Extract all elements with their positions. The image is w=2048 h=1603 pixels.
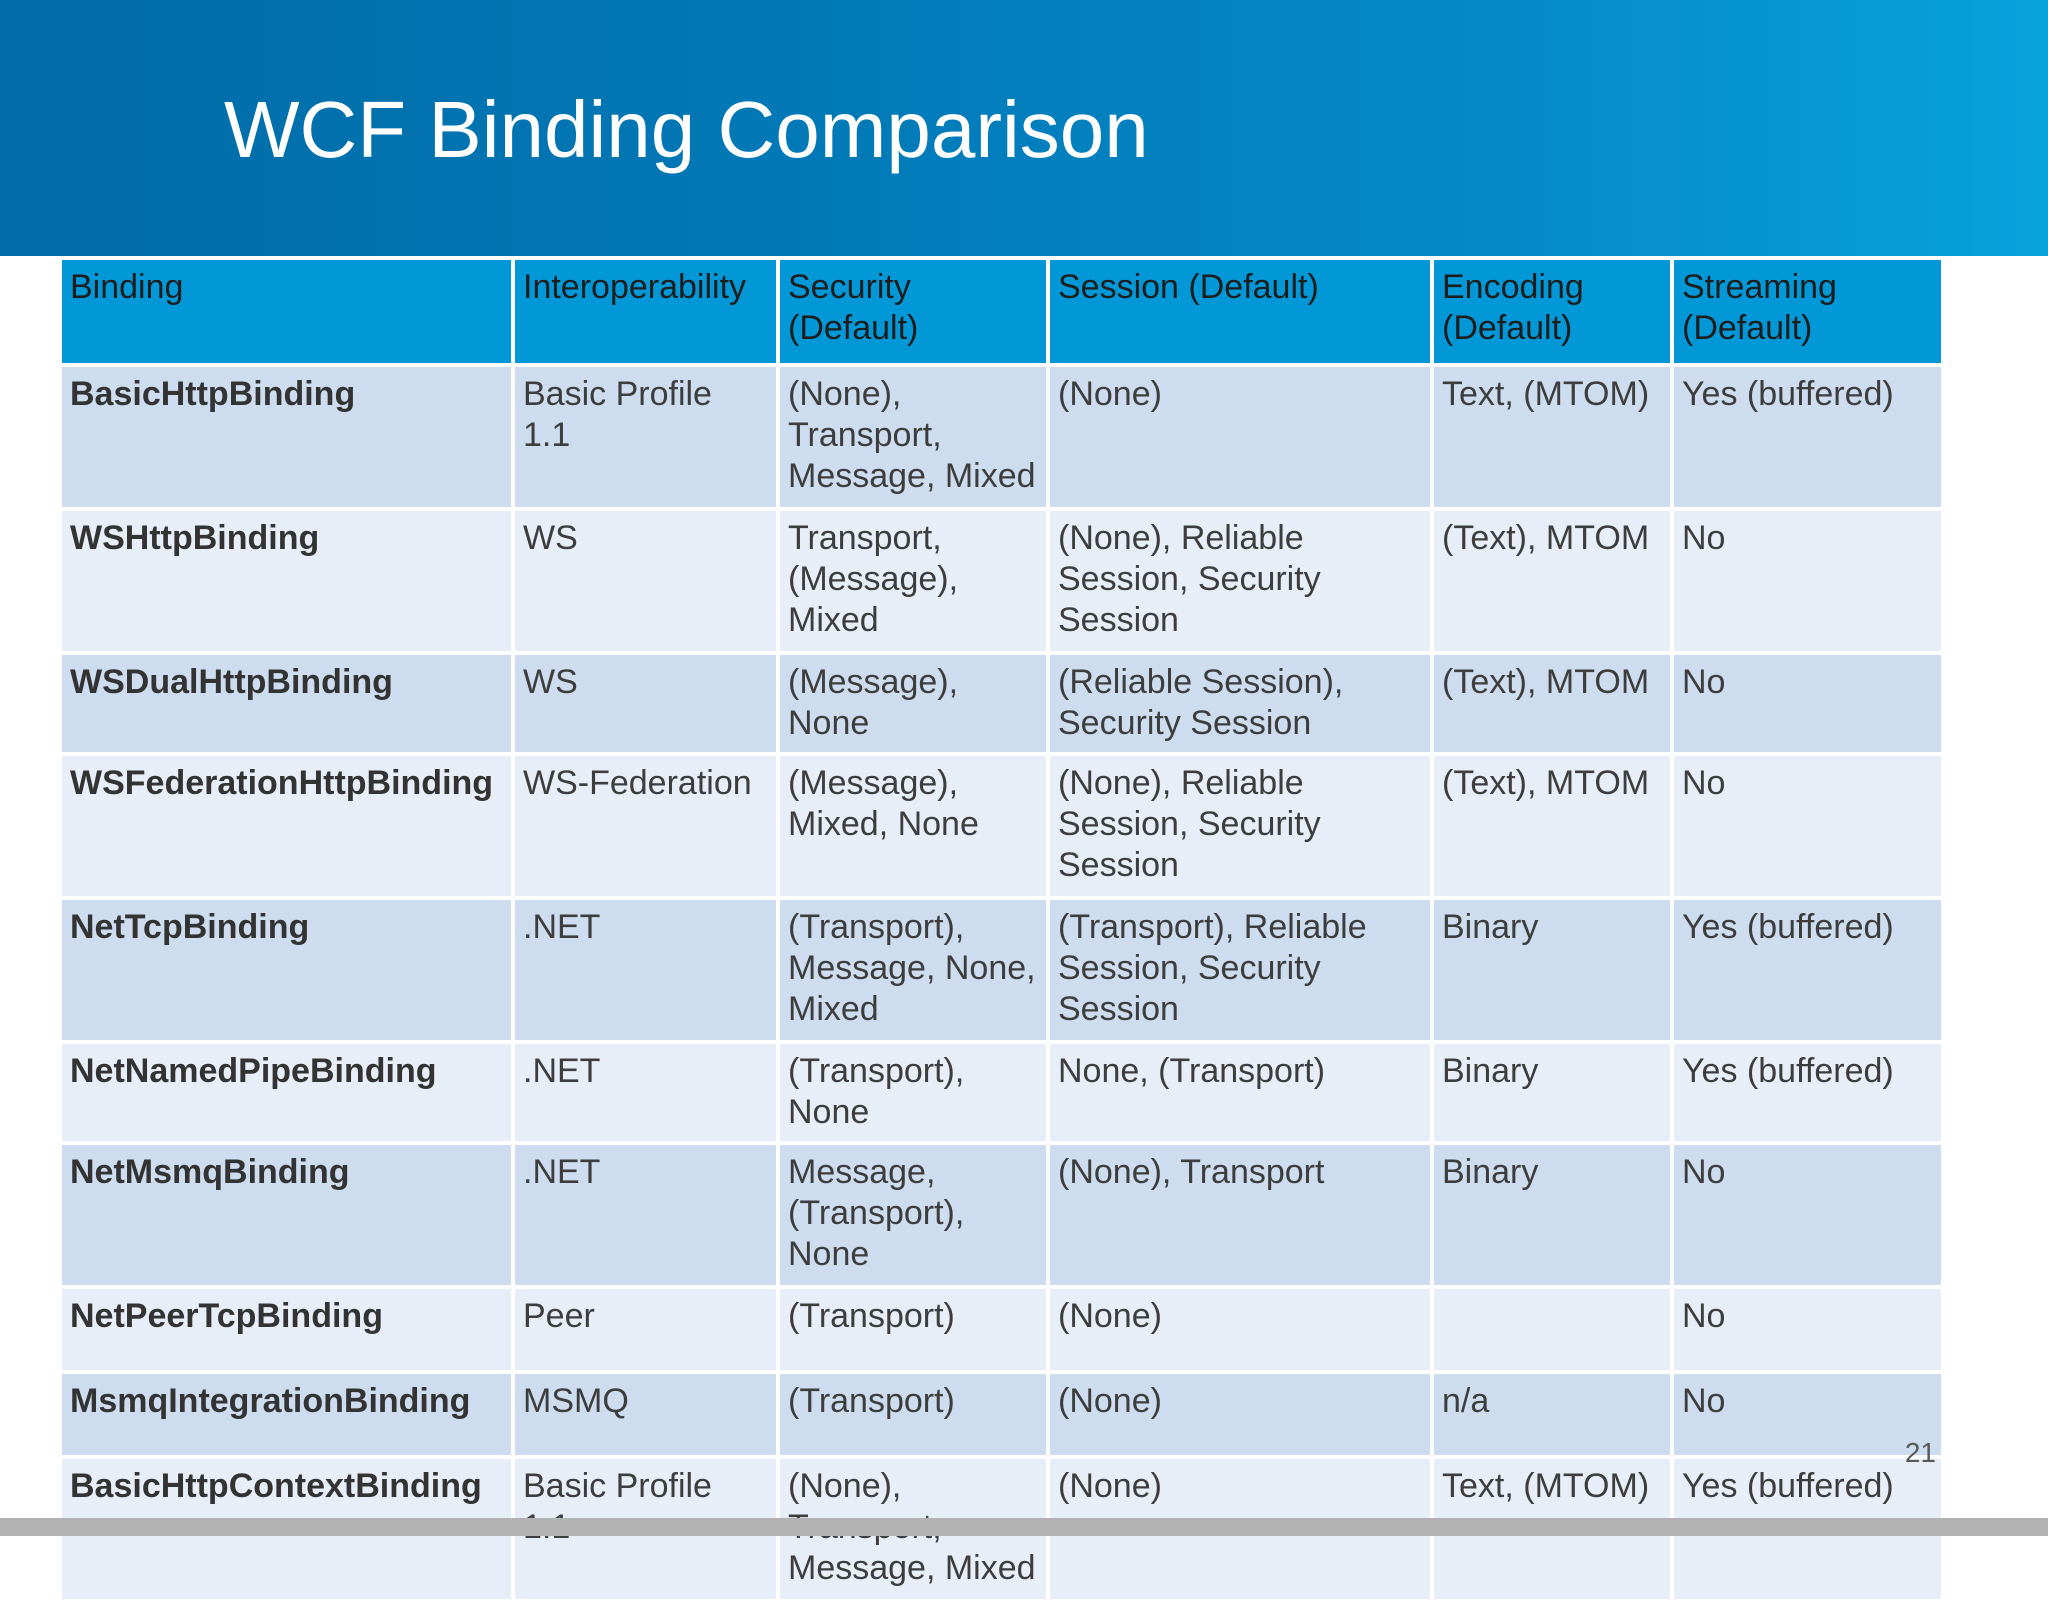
table-row xyxy=(60,898,1943,1042)
session-cell: (None) xyxy=(1048,1287,1432,1372)
column-header-session: Session (Default) xyxy=(1048,258,1432,365)
streaming-cell: Yes (buffered) xyxy=(1672,1457,1943,1601)
security-cell: (Message), None xyxy=(778,653,1048,754)
encoding-cell: Binary xyxy=(1432,1042,1672,1143)
security-cell: (Transport), None xyxy=(778,1042,1048,1143)
session-cell: (None) xyxy=(1048,365,1432,509)
binding-comparison-table xyxy=(58,256,1945,1603)
column-header-encoding: Encoding (Default) xyxy=(1432,258,1672,365)
column-header-streaming: Streaming (Default) xyxy=(1672,258,1943,365)
security-cell: (Transport), Message, None, Mixed xyxy=(778,898,1048,1042)
slide-header-banner xyxy=(0,0,2048,256)
binding-name-cell: WSFederationHttpBinding xyxy=(60,754,513,898)
encoding-cell: Binary xyxy=(1432,1143,1672,1287)
binding-name-cell: NetPeerTcpBinding xyxy=(60,1287,513,1372)
encoding-cell: (Text), MTOM xyxy=(1432,653,1672,754)
binding-name-cell: NetTcpBinding xyxy=(60,898,513,1042)
encoding-cell: (Text), MTOM xyxy=(1432,509,1672,653)
session-cell: None, (Transport) xyxy=(1048,1042,1432,1143)
streaming-cell: No xyxy=(1672,1143,1943,1287)
security-cell: Transport, (Message), Mixed xyxy=(778,509,1048,653)
session-cell: (None) xyxy=(1048,1372,1432,1457)
interoperability-cell: WS xyxy=(513,653,778,754)
streaming-cell: Yes (buffered) xyxy=(1672,898,1943,1042)
streaming-cell: No xyxy=(1672,1372,1943,1457)
security-cell: (Transport) xyxy=(778,1372,1048,1457)
table-header-row xyxy=(60,258,1943,365)
security-cell: (None), Transport, Message, Mixed xyxy=(778,365,1048,509)
table-row xyxy=(60,1042,1943,1143)
table-row xyxy=(60,754,1943,898)
interoperability-cell: .NET xyxy=(513,898,778,1042)
streaming-cell: Yes (buffered) xyxy=(1672,365,1943,509)
session-cell: (None), Reliable Session, Security Session xyxy=(1048,509,1432,653)
binding-name-cell: BasicHttpBinding xyxy=(60,365,513,509)
table-row xyxy=(60,1372,1943,1457)
streaming-cell: Yes (buffered) xyxy=(1672,1042,1943,1143)
column-header-security: Security (Default) xyxy=(778,258,1048,365)
security-cell: Message, (Transport), None xyxy=(778,1143,1048,1287)
interoperability-cell: .NET xyxy=(513,1143,778,1287)
interoperability-cell: Basic Profile xyxy=(513,1457,778,1601)
security-cell: (Transport) xyxy=(778,1287,1048,1372)
encoding-cell xyxy=(1432,1287,1672,1372)
interoperability-cell: Basic Profile 1.1 xyxy=(513,365,778,509)
session-cell: (None) xyxy=(1048,1457,1432,1601)
encoding-cell: (Text), MTOM xyxy=(1432,754,1672,898)
streaming-cell: No xyxy=(1672,1287,1943,1372)
interoperability-cell: .NET xyxy=(513,1042,778,1143)
security-cell: (Message), Mixed, None xyxy=(778,754,1048,898)
table-row xyxy=(60,653,1943,754)
streaming-cell: No xyxy=(1672,653,1943,754)
session-cell: (None), Reliable Session, Security Session xyxy=(1048,754,1432,898)
column-header-binding: Binding xyxy=(60,258,513,365)
binding-name-cell: BasicHttpContextBinding xyxy=(60,1457,513,1601)
interoperability-cell: MSMQ xyxy=(513,1372,778,1457)
table-row xyxy=(60,365,1943,509)
security-cell: (None), Message, Mixed xyxy=(778,1457,1048,1601)
session-cell: (None), Transport xyxy=(1048,1143,1432,1287)
binding-name-cell: MsmqIntegrationBinding xyxy=(60,1372,513,1457)
interoperability-cell: WS xyxy=(513,509,778,653)
slide-title: WCF Binding Comparison xyxy=(224,85,1149,174)
session-cell: (Reliable Session), Security Session xyxy=(1048,653,1432,754)
binding-name-cell: NetNamedPipeBinding xyxy=(60,1042,513,1143)
interoperability-cell: Peer xyxy=(513,1287,778,1372)
table-row xyxy=(60,1287,1943,1372)
encoding-cell: Text, (MTOM) xyxy=(1432,365,1672,509)
binding-name-cell: WSHttpBinding xyxy=(60,509,513,653)
encoding-cell: Text, (MTOM) xyxy=(1432,1457,1672,1601)
interoperability-cell: WS-Federation xyxy=(513,754,778,898)
binding-name-cell: WSDualHttpBinding xyxy=(60,653,513,754)
page-number: 21 xyxy=(1904,1437,1936,1468)
table-row xyxy=(60,509,1943,653)
session-cell: (Transport), Reliable Session, Security Session xyxy=(1048,898,1432,1042)
slide-footer-bar xyxy=(0,1518,2048,1536)
column-header-interoperability: Interoperability xyxy=(513,258,778,365)
encoding-cell: n/a xyxy=(1432,1372,1672,1457)
streaming-cell: No xyxy=(1672,509,1943,653)
table-row xyxy=(60,1143,1943,1287)
binding-name-cell: NetMsmqBinding xyxy=(60,1143,513,1287)
encoding-cell: Binary xyxy=(1432,898,1672,1042)
streaming-cell: No xyxy=(1672,754,1943,898)
